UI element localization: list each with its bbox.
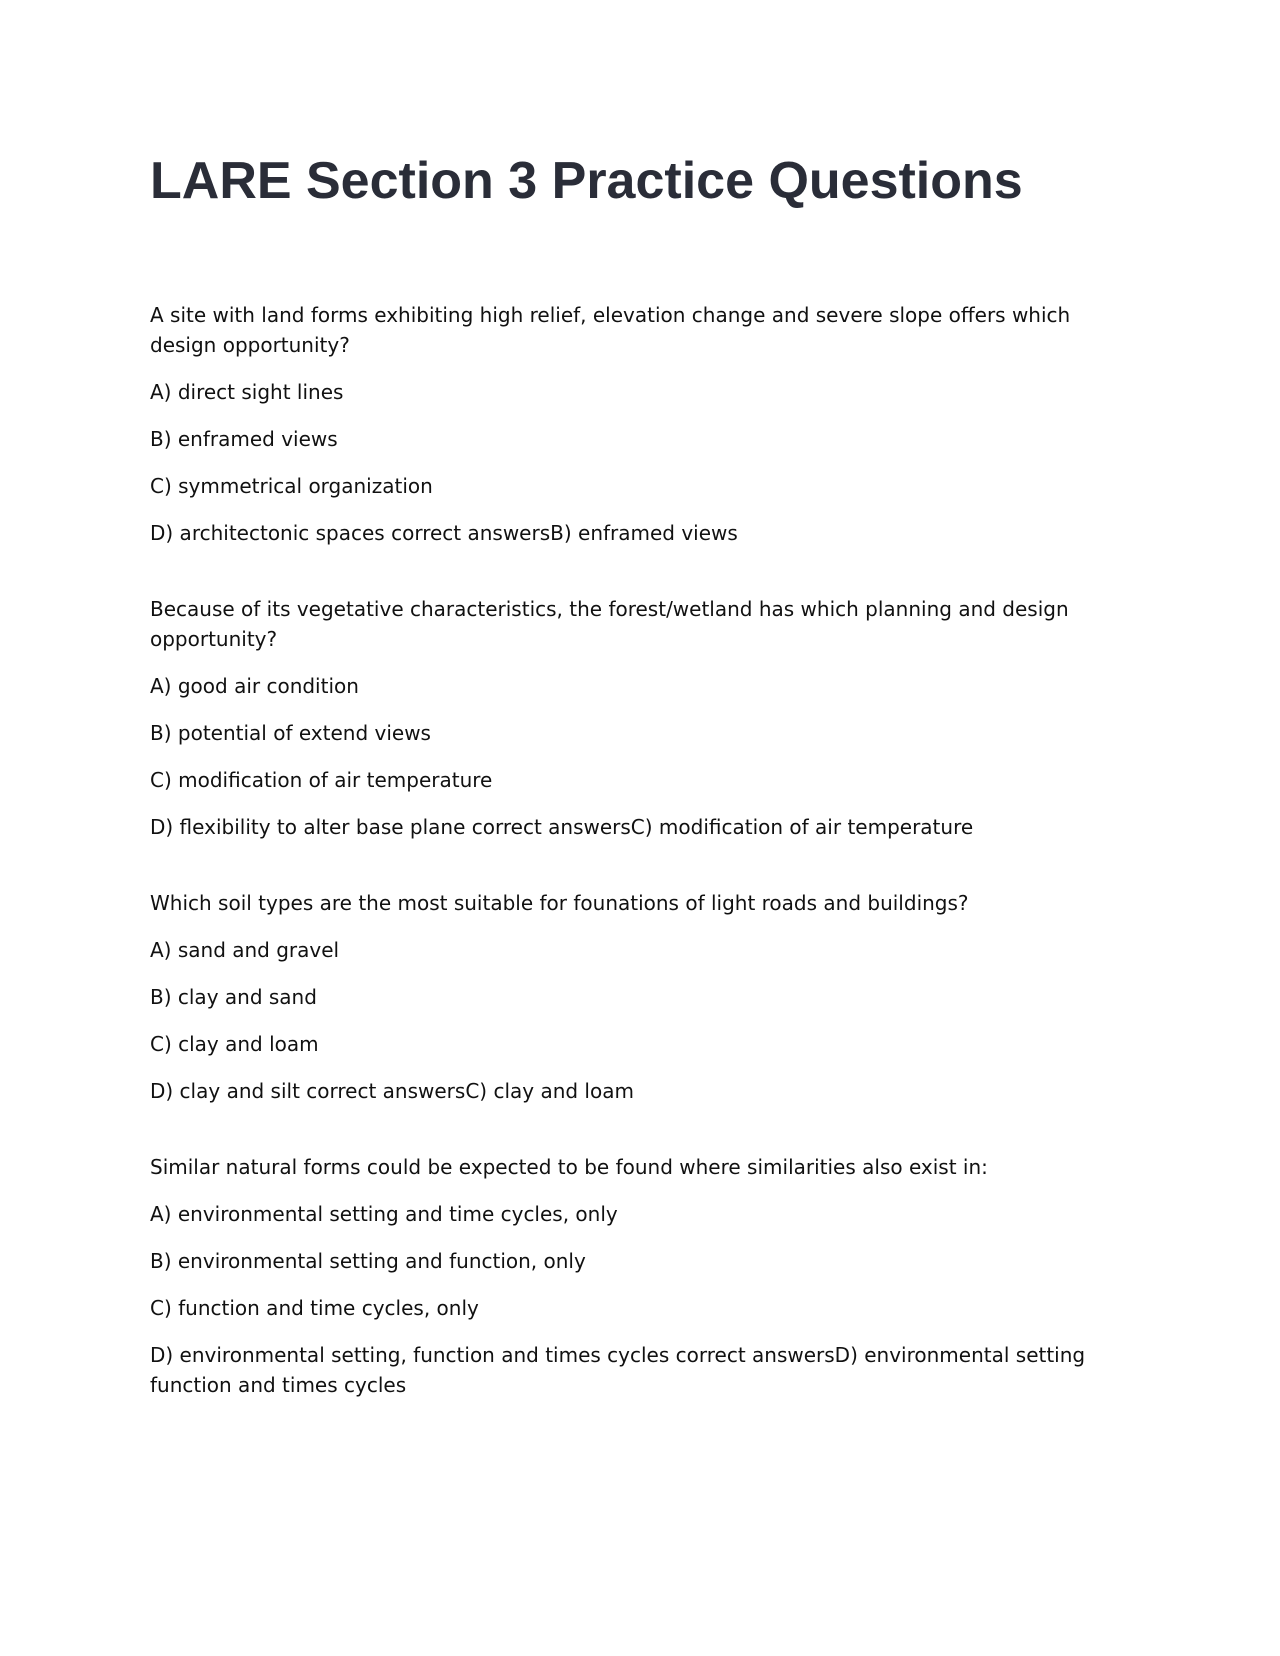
answer-option-b: B) environmental setting and function, only (150, 1249, 586, 1273)
answer-option-a: A) sand and gravel (150, 938, 340, 962)
answer-option-d: D) architectonic spaces correct answersB) enframed views (150, 521, 738, 545)
answer-option-c: C) clay and loam (150, 1032, 319, 1056)
answer-option-a: A) environmental setting and time cycles, only (150, 1202, 618, 1226)
answer-option-d: D) flexibility to alter base plane correct answersC) modification of air temperature (150, 815, 974, 839)
answer-option-b: B) enframed views (150, 427, 338, 451)
question-2 (150, 594, 1130, 842)
answer-option-a: A) good air condition (150, 674, 359, 698)
question-list (150, 300, 1130, 1400)
question-4 (150, 1152, 1130, 1400)
question-text: A site with land forms exhibiting high relief, elevation change and severe slope offers which design opportunity? (150, 303, 1071, 357)
answer-option-d: D) clay and silt correct answersC) clay and loam (150, 1079, 634, 1103)
question-text: Similar natural forms could be expected to be found where similarities also exist in: (150, 1155, 988, 1179)
answer-option-c: C) function and time cycles, only (150, 1296, 479, 1320)
question-text: Which soil types are the most suitable for founations of light roads and buildings? (150, 891, 969, 915)
question-text: Because of its vegetative characteristics, the forest/wetland has which planning and design opportunity? (150, 597, 1069, 651)
question-3 (150, 888, 1130, 1106)
answer-option-b: B) clay and sand (150, 985, 317, 1009)
answer-option-d: D) environmental setting, function and times cycles correct answersD) environmental setting function and times cycles (150, 1343, 1086, 1397)
answer-option-b: B) potential of extend views (150, 721, 431, 745)
page-title: LARE Section 3 Practice Questions (150, 152, 1023, 210)
question-1 (150, 300, 1130, 548)
answer-option-c: C) symmetrical organization (150, 474, 433, 498)
answer-option-a: A) direct sight lines (150, 380, 344, 404)
answer-option-c: C) modification of air temperature (150, 768, 493, 792)
